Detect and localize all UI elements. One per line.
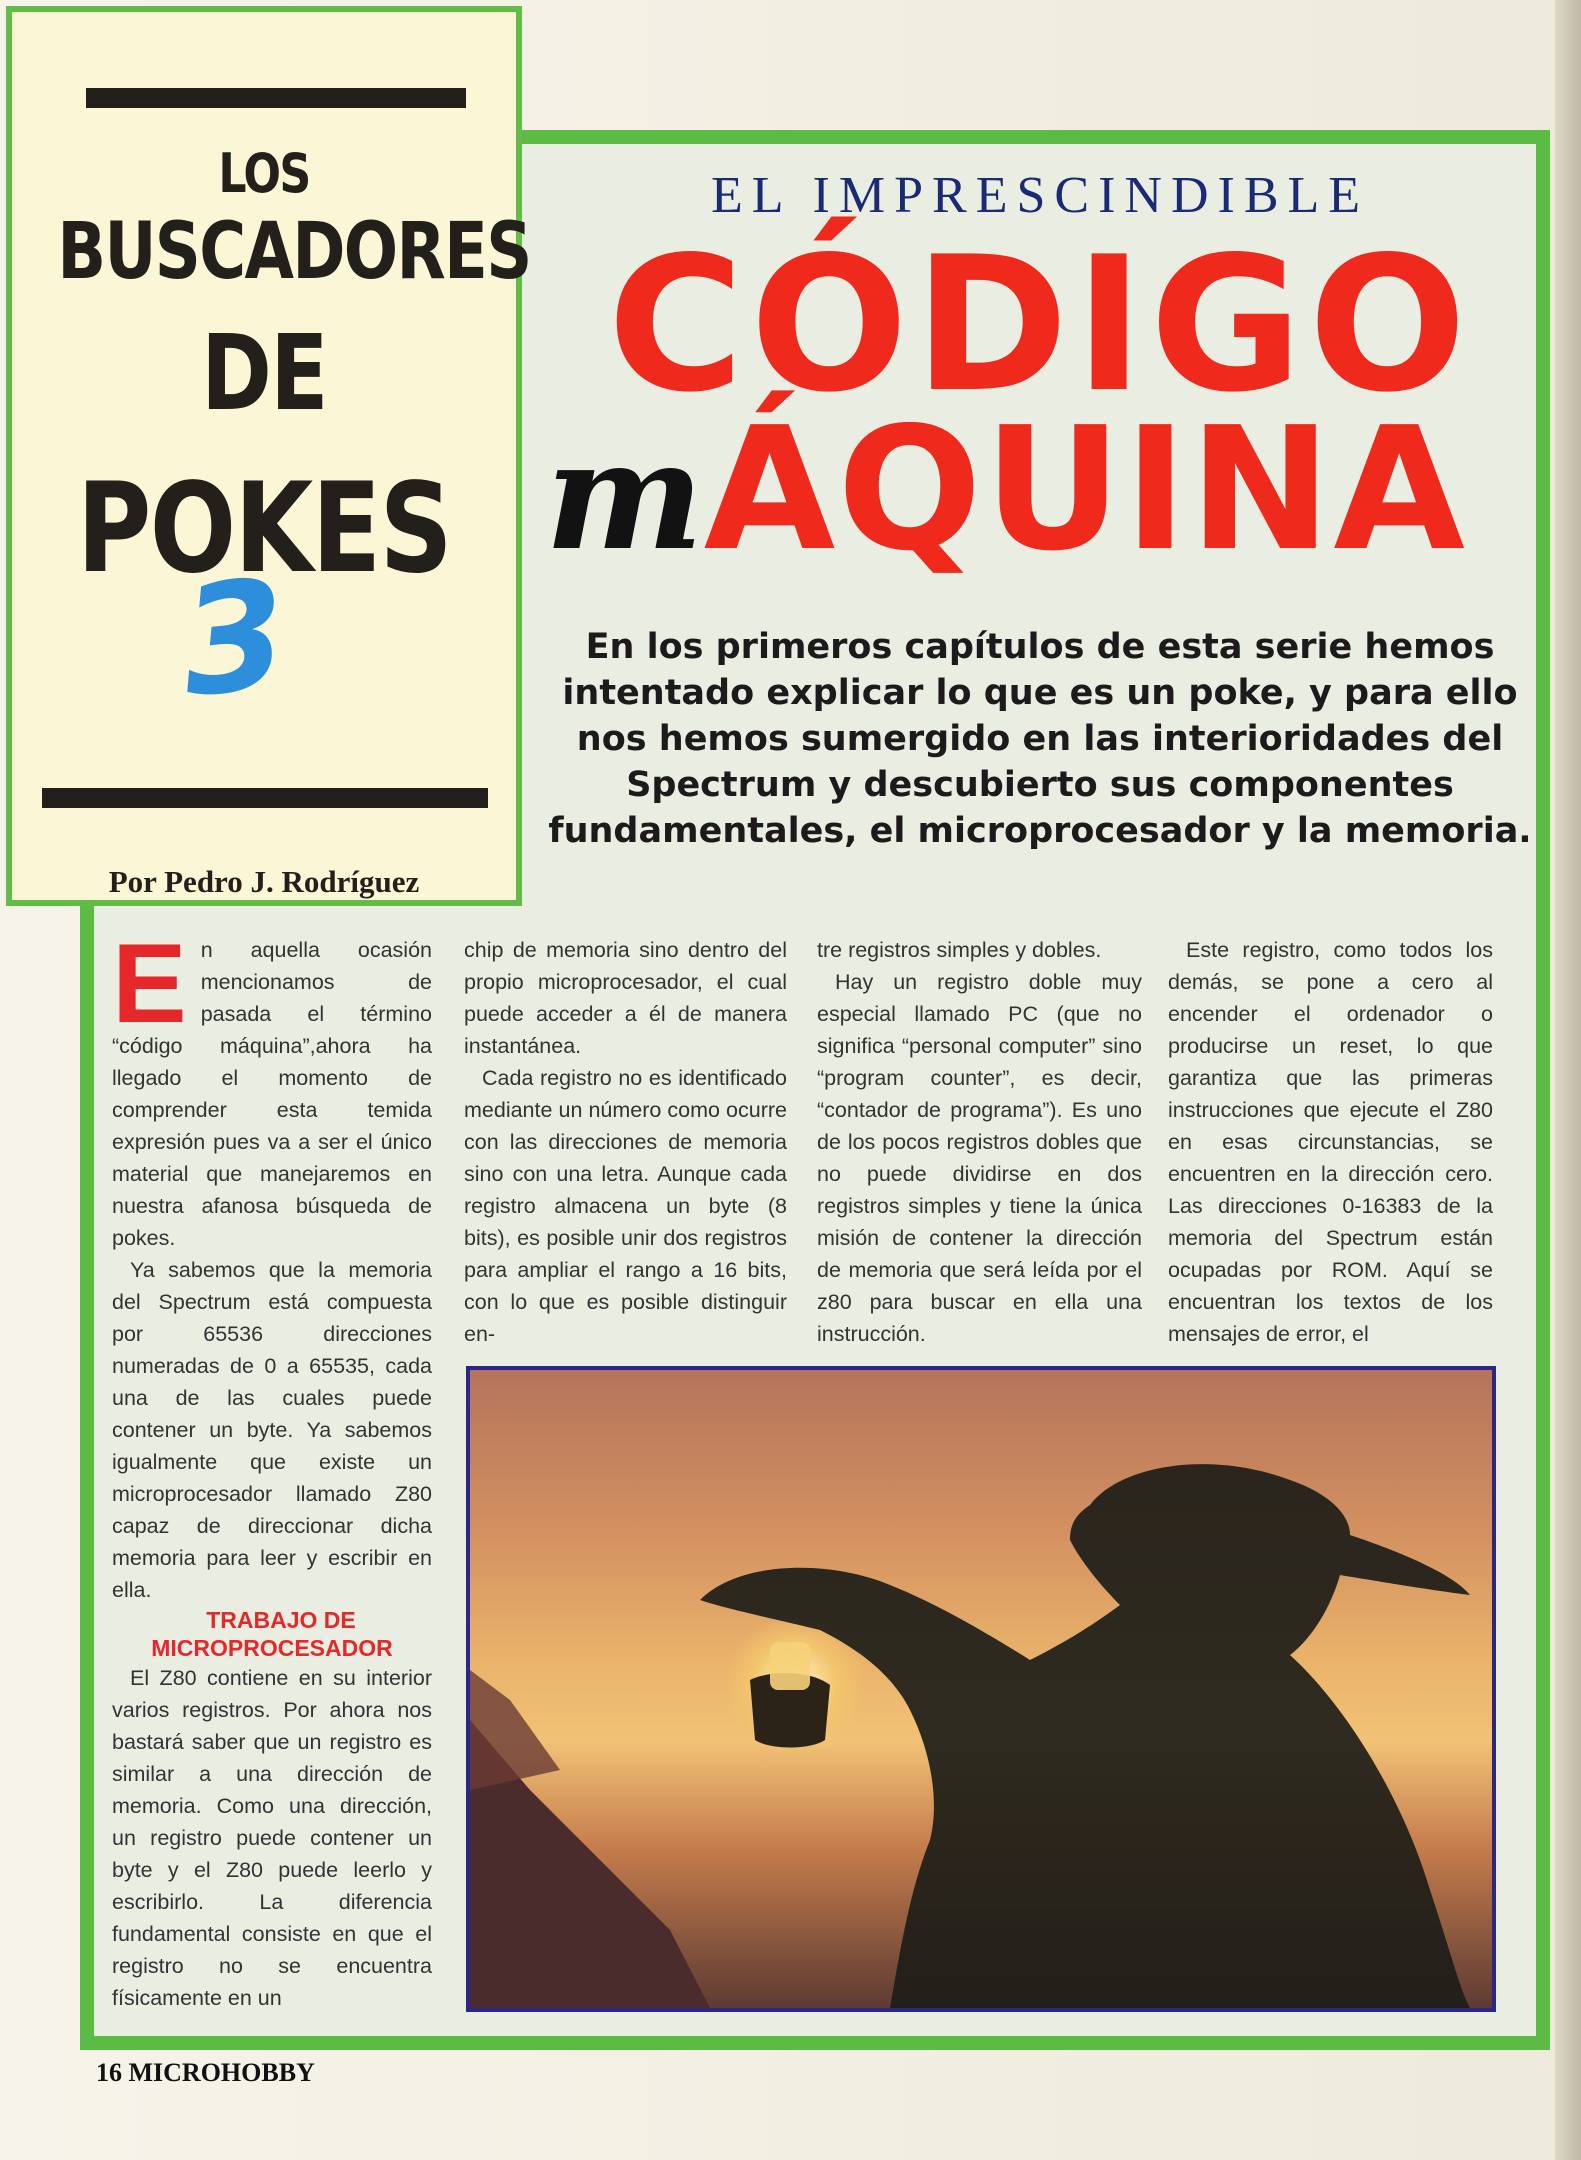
page-edge-shadow: [1555, 0, 1581, 2160]
paragraph: Cada registro no es identificado mediante un número como ocurre con las direcciones de memoria sino con una letra. Aunque cada registro almacena un byte (8 bits), es posible unir dos registros para ampliar el rango a 16 bits, con lo que es posible distinguir en-: [464, 1066, 787, 1346]
body-column-3: [817, 934, 1142, 1350]
body-column-4: [1168, 934, 1493, 1350]
headline-line2: [545, 391, 1545, 589]
title-rule-bottom: [42, 788, 488, 808]
headline-line1: CÓDIGO: [607, 216, 1473, 433]
series-title-line3: DE: [201, 312, 327, 434]
paragraph: Este registro, como todos los demás, se pone a cero al encender el ordenador o producirse un reset, lo que garantiza que las primeras instrucciones que ejecute el Z80 en esas circunstancias, se encuentren en la dirección cero. Las direcciones 0-16383 de la memoria del Spectrum están ocupadas por ROM. Aquí se encuentran los textos de los mensajes de error, el: [1168, 938, 1493, 1346]
paragraph: n aquella ocasión mencionamos de pasada el término “código máquina”,ahora ha llegado el momento de comprender esta temida expresión pues va a ser el único material que manejaremos en nuestra afanosa búsqueda de pokes.: [112, 938, 432, 1250]
paragraph: chip de memoria sino dentro del propio microprocesador, el cual puede acceder a él de manera instantánea.: [464, 938, 787, 1058]
page-folio: 16 MICROHOBBY: [96, 2058, 315, 2087]
paragraph: tre registros simples y dobles.: [817, 938, 1102, 962]
issue-number: 3: [173, 547, 296, 731]
section-subhead: TRABAJO DE MICROPROCESADOR: [151, 1607, 393, 1661]
paragraph: Ya sabemos que la memoria del Spectrum está compuesta por 65536 direcciones numeradas de 0 a 65535, cada una de las cuales puede contener un byte. Ya sabemos igualmente que existe un microprocesador llamado Z80 capaz de direccionar dicha memoria para leer y escribir en ella.: [112, 1258, 432, 1602]
lead-paragraph: En los primeros capítulos de esta serie hemos intentado explicar lo que es un poke, y para ello nos hemos sumergido en las interioridades del Spectrum y descubierto sus componentes fundamentales, el microprocesador y la memoria.: [548, 627, 1532, 851]
headline-line2-rest: ÁQUINA: [703, 391, 1467, 589]
drop-cap: E: [112, 921, 187, 1046]
series-title-line1: LOS: [218, 142, 310, 205]
series-title-box: [6, 6, 531, 906]
headline-kicker: EL IMPRESCINDIBLE: [710, 167, 1370, 224]
headline-script-letter: m: [545, 408, 698, 584]
byline: Por Pedro J. Rodríguez: [108, 864, 420, 899]
series-title-line4: POKES: [76, 457, 452, 601]
illustration-photo: [466, 1366, 1496, 2012]
paragraph: El Z80 contiene en su interior varios registros. Por ahora nos bastará saber que un registro es similar a una dirección de memoria. Como una dirección, un registro puede contener un byte y el Z80 puede leerlo y escribirlo. La diferencia fundamental consiste en que el registro no se encuentra físicamente en un: [112, 1666, 432, 2010]
silhouette-illustration: [470, 1370, 1492, 2008]
title-rule-top: [86, 88, 466, 108]
paragraph: Hay un registro doble muy especial llamado PC (que no significa “personal computer” sino “program counter”, es decir, “contador de programa”). Es uno de los pocos registros dobles que no puede dividirse en dos registros simples y tiene la única misión de contener la dirección de memoria que será leída por el z80 para buscar en ella una instrucción.: [817, 970, 1142, 1346]
series-title-line2: BUSCADORES: [57, 207, 531, 297]
body-column-1: [112, 921, 432, 2014]
body-column-2: [464, 934, 787, 1350]
lamp-object: [770, 1642, 810, 1690]
mountain-far: [470, 1670, 560, 1790]
